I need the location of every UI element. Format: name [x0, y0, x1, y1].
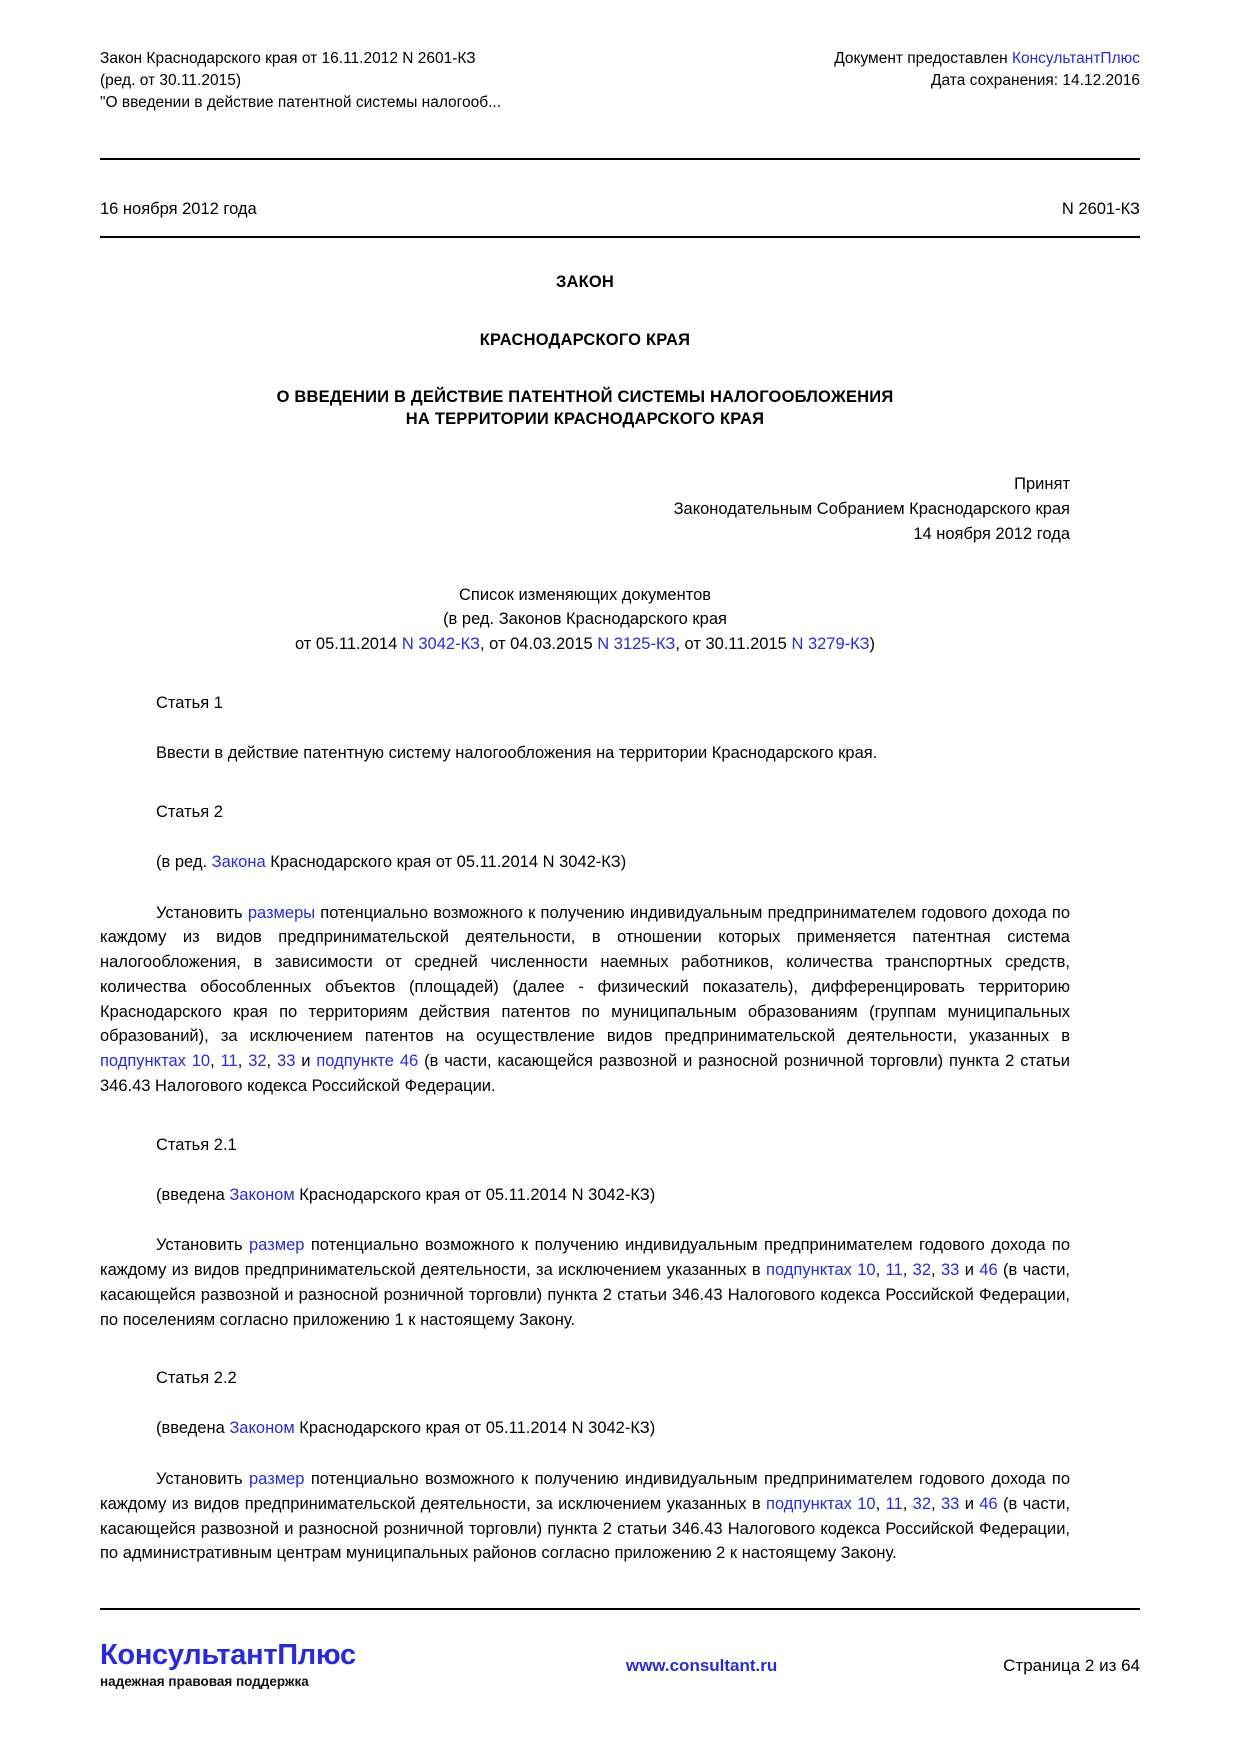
a22-seg-2: потенциально возможного к получению индивидуальным предпринимателем годового дохода по каждому из видов предпринимательской деятельности, за исключением указанных в — [100, 1470, 1070, 1513]
article-2-1-edition-suffix: Краснодарского края от 05.11.2014 N 3042-КЗ) — [294, 1185, 656, 1204]
article-2-1-edition-prefix: (введена — [156, 1185, 230, 1204]
amendments-block — [100, 583, 1070, 657]
consultant-plus-logo — [100, 1640, 400, 1689]
amendment-suffix: ) — [869, 635, 876, 654]
amendment-link-3279[interactable]: N 3279-КЗ — [791, 635, 870, 654]
header-source-info — [100, 48, 501, 114]
adopted-body: Законодательным Собранием Краснодарского края — [673, 500, 1070, 519]
article-2-1-edition-note — [156, 1183, 1070, 1208]
article-1-text: Ввести в действие патентную систему налогообложения на территории Краснодарского края. — [156, 743, 878, 762]
amendment-1-prefix: от 05.11.2014 — [294, 635, 402, 654]
header-provided-label: Документ предоставлен — [834, 50, 1012, 67]
a22-link-podpunkt-10[interactable]: подпунктах 10 — [766, 1494, 876, 1513]
a21-seg-6: и — [959, 1261, 980, 1280]
adopted-label: Принят — [1014, 475, 1070, 494]
title-law: ЗАКОН — [555, 273, 615, 291]
amendment-link-3125[interactable]: N 3125-КЗ — [597, 635, 676, 654]
article-1-heading: Статья 1 — [156, 693, 223, 712]
header-provider-info — [834, 48, 1140, 92]
a2-seg-5: , — [266, 1052, 278, 1071]
article-2-edition-link[interactable]: Закона — [211, 852, 266, 871]
document-footer — [100, 1640, 1140, 1689]
title-main-line-1: О ВВЕДЕНИИ В ДЕЙСТВИЕ ПАТЕНТНОЙ СИСТЕМЫ НАЛОГООБЛОЖЕНИЯ — [276, 388, 894, 407]
title-region: КРАСНОДАРСКОГО КРАЯ — [479, 331, 691, 350]
a21-link-podpunkt-10[interactable]: подпунктах 10 — [766, 1261, 876, 1280]
a2-seg-3: , — [210, 1052, 221, 1071]
article-2-edition-suffix: Краснодарского края от 05.11.2014 N 3042-КЗ) — [265, 852, 627, 871]
document-date: 16 ноября 2012 года — [100, 200, 257, 218]
article-2-2-edition-link[interactable]: Законом — [229, 1419, 295, 1438]
document-meta-line — [100, 200, 1140, 219]
consultant-plus-link[interactable]: КонсультантПлюс — [1011, 50, 1140, 67]
a2-link-podpunkt-32[interactable]: 32 — [248, 1052, 267, 1071]
title-main-line-2: НА ТЕРРИТОРИИ КРАСНОДАРСКОГО КРАЯ — [405, 410, 765, 429]
article-2-1-heading: Статья 2.1 — [156, 1135, 237, 1154]
article-2-2-edition-suffix: Краснодарского края от 05.11.2014 N 3042-КЗ) — [294, 1419, 656, 1438]
article-2-2-edition-prefix: (введена — [156, 1419, 230, 1438]
a21-seg-4: , — [902, 1261, 913, 1280]
header-divider-rule — [100, 158, 1140, 160]
article-2-2-paragraph — [100, 1467, 1070, 1566]
amendment-link-3042[interactable]: N 3042-КЗ — [401, 635, 480, 654]
a2-seg-7: (в части, касающейся развозной и разносной розничной торговли) пункта 2 статьи 346.43 Налогового кодекса Российской Федерации. — [100, 1052, 1071, 1095]
a21-seg-5: , — [931, 1261, 941, 1280]
a22-link-podpunkt-11[interactable]: 11 — [885, 1494, 903, 1513]
meta-divider-rule — [100, 236, 1140, 238]
header-law-title: Закон Краснодарского края от 16.11.2012 N 2601-КЗ — [100, 50, 476, 67]
a21-link-razmer[interactable]: размер — [249, 1236, 305, 1255]
amendments-editions-line: (в ред. Законов Краснодарского края — [443, 610, 727, 629]
footer-page-number: Страница 2 из 64 — [1003, 1656, 1140, 1675]
article-2-1-edition-link[interactable]: Законом — [229, 1185, 295, 1204]
a22-seg-7: (в части, касающейся развозной и разносной розничной торговли) пункта 2 статьи 346.43 Налогового кодекса Российской Федерации, по административным центрам муниципальных районов согласно приложению 2 к настоящему Закону. — [100, 1494, 1071, 1563]
article-2-2-heading: Статья 2.2 — [156, 1369, 237, 1388]
a22-seg-4: , — [902, 1494, 913, 1513]
a2-seg-6: и — [295, 1052, 317, 1071]
header-provided-by — [834, 48, 1140, 70]
article-2-paragraph — [100, 901, 1070, 1099]
logo-wordmark: КонсультантПлюс — [100, 1639, 356, 1671]
article-2-edition-note — [156, 850, 1070, 875]
a22-link-podpunkt-32[interactable]: 32 — [912, 1494, 932, 1513]
a22-link-podpunkt-33[interactable]: 33 — [940, 1494, 960, 1513]
footer-divider-rule — [100, 1608, 1140, 1610]
adopted-block — [100, 472, 1070, 546]
adopted-date: 14 ноября 2012 года — [913, 524, 1070, 543]
header-law-revision: (ред. от 30.11.2015) — [100, 72, 241, 89]
a2-seg-2: потенциально возможного к получению индивидуальным предпринимателем годового дохода по каждому из видов предпринимательской деятельности, в отношении которых применяется патентная система налогообложения, в зависимости от средней численности наемных работников, количества транспортных средств, количества обособленных объектов (площадей) (далее - физический показатель), дифференцировать территорию Краснодарского края по территориям действия патентов по муниципальным образованиям (группам муниципальных образований), за исключением патентов на осуществление видов предпринимательской деятельности, указанных в — [100, 903, 1070, 1046]
a2-seg-4: , — [237, 1052, 249, 1071]
a22-link-podpunkt-46[interactable]: 46 — [979, 1494, 998, 1513]
amendments-heading: Список изменяющих документов — [458, 585, 712, 604]
a21-seg-7: (в части, касающейся развозной и разносной розничной торговли) пункта 2 статьи 346.43 Налогового кодекса Российской Федерации, по поселениям согласно приложению 1 к настоящему Закону. — [100, 1261, 1071, 1329]
a21-link-podpunkt-33[interactable]: 33 — [940, 1261, 960, 1280]
a21-seg-2: потенциально возможного к получению индивидуальным предпринимателем годового дохода по каждому из видов предпринимательской деятельности, за исключением указанных в — [100, 1236, 1070, 1280]
a21-seg-3: , — [875, 1261, 886, 1280]
a21-link-podpunkt-46[interactable]: 46 — [979, 1261, 998, 1280]
logo-tagline: надежная правовая поддержка — [100, 1674, 309, 1690]
amendment-3-prefix: , от 30.11.2015 — [675, 635, 792, 654]
footer-website-link[interactable]: www.consultant.ru — [625, 1656, 778, 1675]
a2-link-podpunkt-10[interactable]: подпунктах 10 — [100, 1052, 211, 1071]
a22-seg-3: , — [875, 1494, 886, 1513]
amendments-links-line — [100, 632, 1070, 657]
header-saved-date: Дата сохранения: 14.12.2016 — [931, 72, 1140, 89]
header-law-subject: "О введении в действие патентной системы налогооб... — [100, 94, 502, 111]
document-header — [100, 48, 1140, 114]
a2-link-podpunkt-33[interactable]: 33 — [277, 1052, 296, 1071]
a22-seg-6: и — [959, 1494, 980, 1513]
a2-link-podpunkt-11[interactable]: 11 — [220, 1052, 238, 1071]
a22-link-razmer[interactable]: размер — [249, 1470, 305, 1489]
article-2-2-edition-note — [156, 1416, 1070, 1441]
document-body — [100, 258, 1070, 1566]
a2-seg-1: Установить — [156, 903, 248, 922]
article-2-edition-prefix: (в ред. — [156, 852, 212, 871]
a2-link-razmery[interactable]: размеры — [247, 903, 316, 922]
article-2-1-paragraph — [100, 1233, 1070, 1332]
a22-seg-1: Установить — [156, 1470, 249, 1489]
a2-link-podpunkt-46[interactable]: подпункте 46 — [316, 1052, 419, 1071]
a21-seg-1: Установить — [156, 1236, 249, 1255]
title-main — [100, 386, 1070, 430]
a22-seg-5: , — [931, 1494, 941, 1513]
document-title-block — [100, 270, 1070, 430]
a21-link-podpunkt-32[interactable]: 32 — [912, 1261, 932, 1280]
document-number: N 2601-КЗ — [1061, 200, 1140, 218]
amendment-2-prefix: , от 04.03.2015 — [479, 635, 598, 654]
a21-link-podpunkt-11[interactable]: 11 — [885, 1261, 903, 1280]
article-2-heading: Статья 2 — [156, 802, 223, 821]
